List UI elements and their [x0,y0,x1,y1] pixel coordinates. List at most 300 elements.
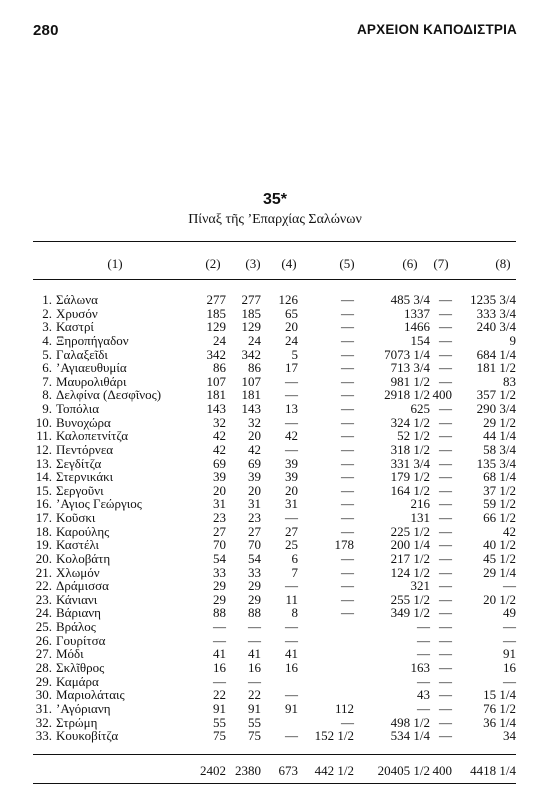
table-cell: 41 [213,646,226,661]
table-cell: 31 [213,496,226,511]
table-cell: — [341,319,354,334]
place-name: Τοπόλια [56,401,100,416]
table-cell: 164 1/2 [390,483,430,498]
table-cell: 185 [206,306,226,321]
place-name: Γουρίτσα [56,633,106,648]
row-number: 27. [35,646,52,661]
table-cell: — [341,565,354,580]
table-cell: 25 [285,537,298,552]
table-cell: 534 1/4 [390,728,430,743]
table-cell: — [417,633,430,648]
table-cell: 200 1/4 [390,537,430,552]
table-cell: 83 [503,374,516,389]
table-cell: 41 [248,646,261,661]
row-number: 32. [35,715,52,730]
table-cell: 7073 1/4 [384,347,430,362]
table-cell: — [439,633,452,648]
table-cell: 15 1/4 [483,687,516,702]
table-cell: 13 [285,401,298,416]
table-cell: — [503,633,516,648]
table-cell: — [285,387,298,402]
place-name: Δελφίνα (Δεσφῖνος) [56,387,162,402]
table-cell: 625 [410,401,430,416]
column-header: (6) [402,256,418,271]
table-cell: — [341,415,354,430]
total-cell: 442 1/2 [314,763,354,778]
totals-top-rule [33,754,516,755]
row-number: 8. [42,387,52,402]
table-cell: — [285,728,298,743]
table-cell: — [341,715,354,730]
place-name: Σάλωνα [56,292,98,307]
place-name: ’Αγόριανη [56,701,111,716]
table-cell: 44 1/4 [483,428,516,443]
table-cell: — [503,619,516,634]
row-number: 24. [35,605,52,620]
table-cell: 69 [213,456,226,471]
table-cell: 59 1/2 [483,496,516,511]
place-name: Δράμισσα [56,578,109,593]
place-name: Κουκοβίτζα [56,728,119,743]
table-cell: — [439,646,452,661]
table-cell: 55 [213,715,226,730]
total-cell: 2402 [200,763,226,778]
table-cell: 49 [503,605,516,620]
table-top-rule [33,241,516,242]
table-cell: 42 [213,428,226,443]
table-cell: — [341,551,354,566]
table-cell: 1466 [404,319,430,334]
table-cell: — [439,496,452,511]
table-cell: 69 [248,456,261,471]
table-cell: 16 [248,660,261,675]
place-name: Στρώμη [56,715,98,730]
row-number: 9. [42,401,52,416]
table-cell: — [341,469,354,484]
document-title: Πίναξ τῆς ’Επαρχίας Σαλώνων [188,212,362,227]
table-cell: 1235 3/4 [470,292,516,307]
row-number: 18. [35,524,52,539]
table-cell: — [341,442,354,457]
place-name: Στερνικάκι [56,469,114,484]
place-name: Χρυσόν [56,306,98,321]
table-cell: — [341,333,354,348]
table-cell: — [213,619,226,634]
table-cell: 107 [206,374,226,389]
table-cell: 5 [291,347,298,362]
place-name: Κάνιανι [56,592,98,607]
table-cell: 11 [285,592,298,607]
table-cell: — [439,360,452,375]
table-cell: 277 [206,292,226,307]
table-cell: — [439,687,452,702]
table-cell: 37 1/2 [483,483,516,498]
table-cell: — [439,565,452,580]
table-cell: 357 1/2 [476,387,516,402]
place-name: Μαριολάταις [56,687,125,702]
row-number: 3. [42,319,52,334]
total-cell: 400 [432,763,452,778]
table-cell: — [439,319,452,334]
table-cell: 24 [248,333,261,348]
table-cell: 321 [410,578,430,593]
table-cell: 39 [285,456,298,471]
row-number: 19. [35,537,52,552]
place-name: Καστέλι [56,537,100,552]
table-cell: 17 [285,360,298,375]
row-number: 30. [35,687,52,702]
table-cell: 20 [248,483,261,498]
row-number: 21. [35,565,52,580]
total-cell: 2380 [235,763,261,778]
table-cell: 333 3/4 [476,306,516,321]
table-cell: 23 [248,510,261,525]
table-cell: 29 [213,592,226,607]
table-cell: 42 [285,428,298,443]
row-number: 2. [42,306,52,321]
table-cell: — [439,592,452,607]
table-cell: — [417,646,430,661]
table-cell: — [341,578,354,593]
table-cell: 68 1/4 [483,469,516,484]
table-cell: — [417,674,430,689]
table-cell: 91 [285,701,298,716]
table-cell: 16 [213,660,226,675]
table-cell: — [213,633,226,648]
table-cell: 107 [241,374,261,389]
place-name: Καρούλης [56,524,110,539]
row-number: 5. [42,347,52,362]
row-number: 14. [35,469,52,484]
table-cell: 20 [248,428,261,443]
table-cell: 86 [213,360,226,375]
table-cell: 713 3/4 [390,360,430,375]
table-cell: — [285,633,298,648]
place-name: Μόδι [56,646,84,661]
table-cell: 70 [248,537,261,552]
table-cell: 331 3/4 [390,456,430,471]
table-cell: 9 [509,333,516,348]
table-cell: 33 [213,565,226,580]
table-cell: — [439,306,452,321]
table-cell: 143 [206,401,226,416]
table-cell: — [341,292,354,307]
table-cell: 88 [213,605,226,620]
table-cell: 23 [213,510,226,525]
table-cell: — [417,619,430,634]
table-cell: 16 [503,660,516,675]
place-name: Σκλῖθρος [56,660,105,675]
place-name: Ξηροπήγαδον [56,333,129,348]
column-header: (8) [495,256,511,271]
table-cell: — [341,401,354,416]
row-number: 10. [35,415,52,430]
row-number: 33. [35,728,52,743]
place-name: Χλωμόν [56,565,100,580]
table-cell: 349 1/2 [390,605,430,620]
table-cell: 216 [410,496,430,511]
table-cell: 54 [213,551,226,566]
table-cell: 66 1/2 [483,510,516,525]
table-cell: 20 1/2 [483,592,516,607]
total-cell: 673 [278,763,298,778]
row-number: 26. [35,633,52,648]
table-cell: 29 1/2 [483,415,516,430]
table-cell: 143 [241,401,261,416]
place-name: ’Αγιαευθυμία [56,360,127,375]
row-number: 11. [36,428,52,443]
table-cell: — [439,551,452,566]
table-cell: — [285,442,298,457]
table-cell: 20 [213,483,226,498]
table-cell: — [341,483,354,498]
table-cell: — [439,537,452,552]
table-cell: 178 [334,537,354,552]
table-cell: 31 [285,496,298,511]
table-cell: — [439,428,452,443]
table-cell: 20 [285,319,298,334]
table-cell: 981 1/2 [390,374,430,389]
table-cell: 24 [213,333,226,348]
place-name: Βάριανη [56,605,101,620]
table-cell: 6 [291,551,298,566]
place-name: Μαυρολιθάρι [56,374,127,389]
table-cell: 129 [241,319,261,334]
table-cell: — [341,387,354,402]
table-cell: 277 [241,292,261,307]
table-cell: 163 [410,660,430,675]
table-cell: 29 [248,578,261,593]
place-name: Βυνοχώρα [56,415,111,430]
table-cell: 342 [241,347,261,362]
table-cell: — [439,674,452,689]
table-cell: — [503,674,516,689]
row-number: 22. [35,578,52,593]
table-cell: — [503,578,516,593]
column-header: (3) [245,256,261,271]
table-cell: 42 [503,524,516,539]
table-cell: 27 [285,524,298,539]
table-cell: — [341,360,354,375]
table-cell: — [439,442,452,457]
column-header: (1) [107,256,123,271]
table-cell: 342 [206,347,226,362]
table-cell: 33 [248,565,261,580]
table-cell: 34 [503,728,516,743]
table-cell: 152 1/2 [314,728,354,743]
table-cell: 240 3/4 [476,319,516,334]
table-cell: — [341,347,354,362]
table-cell: 88 [248,605,261,620]
table-cell: 290 3/4 [476,401,516,416]
row-number: 20. [35,551,52,566]
table-cell: 217 1/2 [390,551,430,566]
table-cell: 45 1/2 [483,551,516,566]
table-cell: 91 [213,701,226,716]
row-number: 15. [35,483,52,498]
table-cell: — [285,374,298,389]
table-cell: 29 [248,592,261,607]
table-cell: 32 [213,415,226,430]
total-cell: 4418 1/4 [470,763,516,778]
table-cell: 131 [410,510,430,525]
place-name: Σεργοῦνι [56,483,104,498]
table-cell: 36 1/4 [483,715,516,730]
table-cell: — [439,456,452,471]
table-cell: 43 [417,687,430,702]
table-cell: — [439,347,452,362]
row-number: 25. [35,619,52,634]
table-cell: 70 [213,537,226,552]
row-number: 28. [35,660,52,675]
table-cell: 181 [206,387,226,402]
place-name: Καμάρα [56,674,99,689]
table-cell: 154 [410,333,430,348]
place-name: Πεντόρνεα [56,442,114,457]
table-cell: — [439,605,452,620]
place-name: Σεγδίτζα [56,456,102,471]
table-cell: 135 3/4 [476,456,516,471]
row-number: 16. [35,496,52,511]
place-name: Κολοβάτη [56,551,111,566]
row-number: 23. [35,592,52,607]
row-number: 13. [35,456,52,471]
row-number: 7. [42,374,52,389]
row-number: 4. [42,333,52,348]
table-cell: 22 [248,687,261,702]
table-cell: — [439,510,452,525]
table-cell: 16 [285,660,298,675]
column-header: (7) [433,256,449,271]
table-cell: — [341,605,354,620]
table-cell: 2918 1/2 [384,387,430,402]
table-cell: — [341,374,354,389]
place-name: ’Αγιος Γεώργιος [56,496,142,511]
table-cell: 8 [291,605,298,620]
table-cell: 65 [285,306,298,321]
table-cell: 1337 [404,306,430,321]
table-cell: 32 [248,415,261,430]
table-cell: — [285,687,298,702]
table-cell: 225 1/2 [390,524,430,539]
table-cell: — [341,456,354,471]
table-cell: 29 1/4 [483,565,516,580]
table-cell: — [439,701,452,716]
table-cell: 39 [248,469,261,484]
table-cell: — [439,483,452,498]
table-cell: 27 [213,524,226,539]
table-cell: 42 [248,442,261,457]
table-cell: 40 1/2 [483,537,516,552]
table-cell: — [439,469,452,484]
table-cell: 7 [291,565,298,580]
table-cell: 58 3/4 [483,442,516,457]
table-cell: 179 1/2 [390,469,430,484]
table-cell: — [439,728,452,743]
table-cell: 39 [285,469,298,484]
document-number: 35* [262,191,288,208]
table-cell: 185 [241,306,261,321]
table-cell: 54 [248,551,261,566]
row-number: 31. [35,701,52,716]
column-header: (2) [205,256,221,271]
table-cell: 27 [248,524,261,539]
place-name: Καλοπετνίτζα [56,428,129,443]
table-cell: — [341,306,354,321]
table-cell: 324 1/2 [390,415,430,430]
table-cell: — [285,619,298,634]
table-cell: 41 [285,646,298,661]
table-cell: — [439,292,452,307]
table-cell: 181 1/2 [476,360,516,375]
table-cell: — [341,592,354,607]
table-cell: 255 1/2 [390,592,430,607]
table-cell: 181 [241,387,261,402]
table-cell: — [341,428,354,443]
table-cell: — [341,510,354,525]
table-cell: 24 [285,333,298,348]
table-cell: — [439,374,452,389]
table-cell: 485 3/4 [390,292,430,307]
column-header: (4) [281,256,297,271]
table-cell: 498 1/2 [390,715,430,730]
table-bottom-rule [33,783,516,784]
table-cell: 400 [432,387,452,402]
running-head: ΑΡΧΕΙΟΝ ΚΑΠΟΔΙΣΤΡΙΑ [356,22,517,37]
table-cell: 42 [213,442,226,457]
table-cell: 86 [248,360,261,375]
row-number: 6. [42,360,52,375]
table-cell: 129 [206,319,226,334]
table-cell: 75 [213,728,226,743]
table-cell: — [439,578,452,593]
table-cell: — [248,619,261,634]
row-number: 12. [35,442,52,457]
row-number: 17. [35,510,52,525]
page-number: 280 [33,22,59,39]
table-cell: 22 [213,687,226,702]
column-header: (5) [339,256,355,271]
place-name: Γαλαξεῖδι [56,347,108,362]
table-cell: 91 [248,701,261,716]
table-cell: — [439,715,452,730]
table-cell: 76 1/2 [483,701,516,716]
table-cell: 318 1/2 [390,442,430,457]
table-cell: — [439,660,452,675]
table-cell: — [439,333,452,348]
table-cell: — [285,578,298,593]
row-number: 29. [35,674,52,689]
table-cell: — [341,496,354,511]
row-number: 1. [42,292,52,307]
table-cell: 20 [285,483,298,498]
table-cell: 75 [248,728,261,743]
place-name: Καστρί [56,319,94,334]
table-cell: 112 [334,701,354,716]
table-cell: 39 [213,469,226,484]
table-cell: 52 1/2 [397,428,430,443]
place-name: Βράλος [56,619,96,634]
header-bottom-rule [33,279,516,280]
table-cell: — [439,619,452,634]
table-cell: — [439,415,452,430]
table-cell: 31 [248,496,261,511]
table-cell: — [341,524,354,539]
table-cell: — [248,674,261,689]
total-cell: 20405 1/2 [377,763,430,778]
table-cell: 29 [213,578,226,593]
table-cell: 55 [248,715,261,730]
